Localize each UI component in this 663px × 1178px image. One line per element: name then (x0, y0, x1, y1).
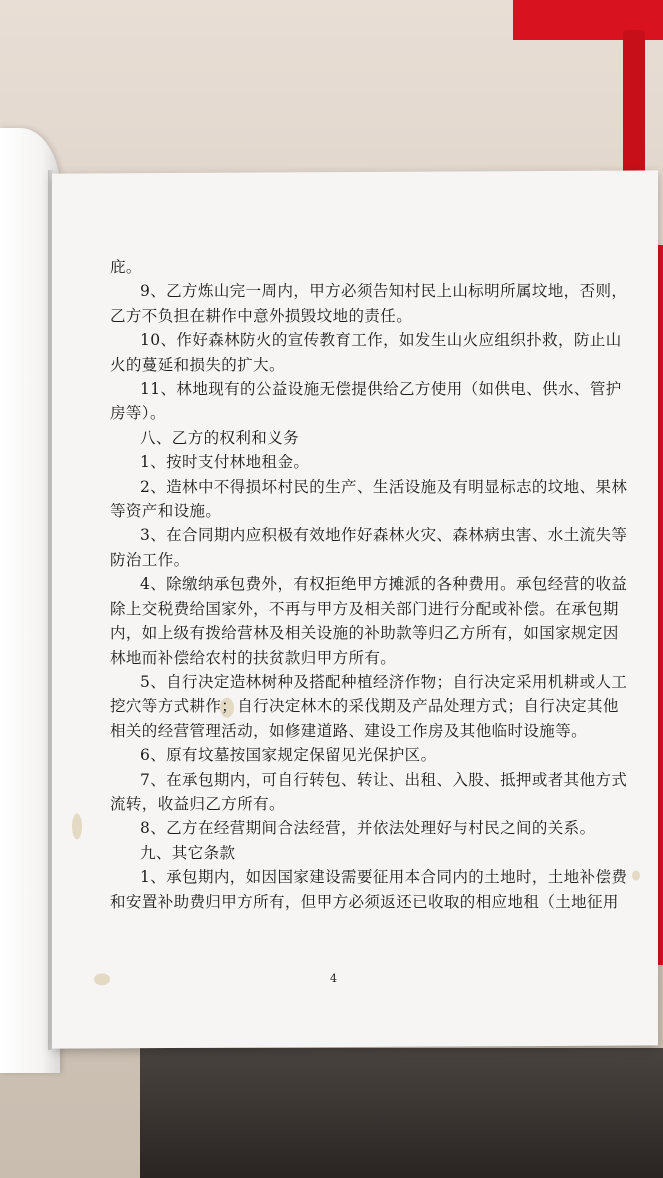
document-line: 7、在承包期内，可自行转包、转让、出租、入股、抵押或者其他方式 (140, 770, 628, 789)
document-line: 乙方不负担在耕作中意外损毁坟地的责任。 (110, 306, 413, 325)
paper-stain (72, 813, 82, 839)
document-line: 2、造林中不得损坏村民的生产、生活设施及有明显标志的坟地、果林 (140, 477, 628, 496)
document-line: 1、承包期内，如因国家建设需要征用本合同内的土地时，土地补偿费 (140, 868, 628, 887)
document-line: 11、林地现有的公益设施无偿提供给乙方使用（如供电、供水、管护 (140, 380, 622, 399)
dark-table-edge (140, 1048, 663, 1178)
document-body (110, 255, 628, 914)
paper-stain (94, 973, 110, 985)
document-line: 10、作好森林防火的宣传教育工作，如发生山火应组织扑救，防止山 (140, 331, 622, 350)
document-line: 和安置补助费归甲方所有，但甲方必须返还已收取的相应地租（土地征用 (110, 892, 619, 911)
document-line: 相关的经营管理活动，如修建道路、建设工作房及其他临时设施等。 (110, 721, 588, 740)
document-line: 等资产和设施。 (110, 502, 222, 521)
red-object-bar (623, 30, 645, 190)
document-line: 八、乙方的权利和义务 (140, 428, 300, 447)
document-line: 内，如上级有拨给营林及相关设施的补助款等归乙方所有，如国家规定因 (110, 624, 619, 643)
page-number: 4 (330, 972, 337, 985)
document-line: 防治工作。 (110, 550, 190, 569)
document-line: 火的蔓延和损失的扩大。 (110, 355, 285, 374)
document-line: 5、自行决定造林树种及搭配种植经济作物；自行决定采用机耕或人工 (140, 672, 628, 691)
document-line: 除上交税费给国家外，不再与甲方及相关部门进行分配或补偿。在承包期 (110, 599, 619, 618)
document-line: 4、除缴纳承包费外，有权拒绝甲方摊派的各种费用。承包经营的收益 (140, 575, 628, 594)
paper-stain (632, 871, 640, 881)
document-line: 林地而补偿给农村的扶贫款归甲方所有。 (110, 648, 397, 667)
document-line: 房等）。 (110, 404, 166, 423)
document-line: 庇。 (110, 258, 142, 276)
document-line: 3、在合同期内应积极有效地作好森林火灾、森林病虫害、水土流失等 (140, 526, 628, 545)
document-line: 1、按时支付林地租金。 (140, 453, 310, 472)
document-line: 流转，收益归乙方所有。 (110, 794, 285, 813)
document-line: 九、其它条款 (140, 843, 236, 862)
document-line: 6、原有坟墓按国家规定保留见光保护区。 (140, 746, 437, 765)
document-line: 挖穴等方式耕作；自行决定林木的采伐期及产品处理方式；自行决定其他 (110, 697, 619, 716)
document-line: 8、乙方在经营期间合法经营，并依法处理好与村民之间的关系。 (140, 819, 596, 838)
document-line: 9、乙方炼山完一周内，甲方必须告知村民上山标明所属坟地，否则， (140, 282, 628, 301)
